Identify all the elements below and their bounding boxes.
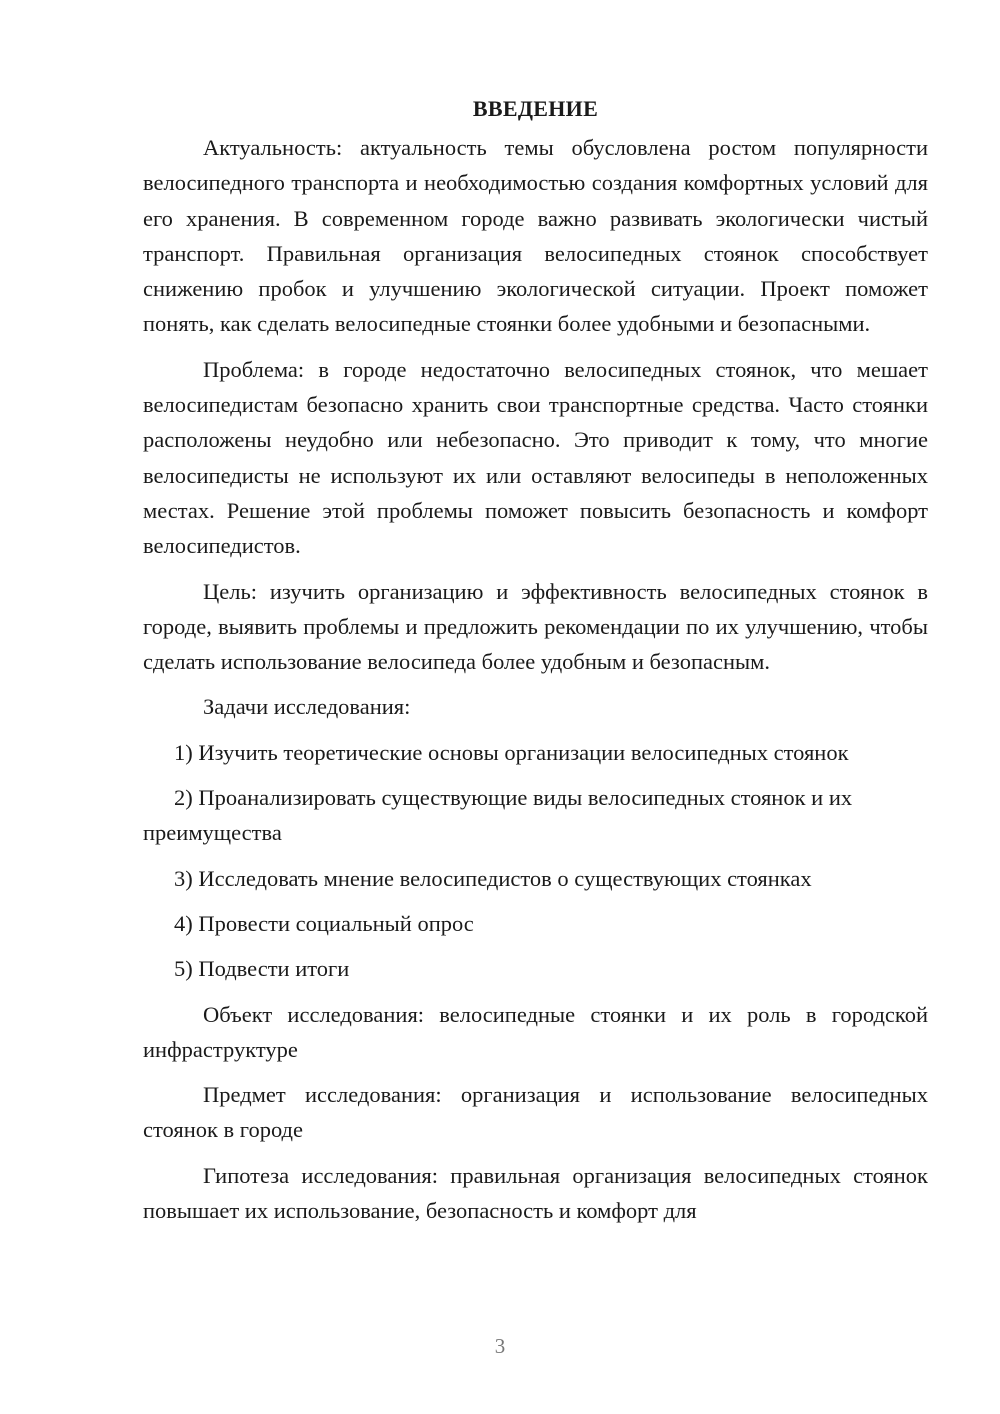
page-number: 3: [494, 1334, 506, 1358]
list-item: 5) Подвести итоги: [174, 956, 350, 982]
paragraph-object: Объект исследования: велосипедные стоянки и их роль в городской инфраструктуре: [143, 1001, 928, 1062]
tasks-heading: Задачи исследования:: [203, 694, 411, 720]
list-item: 4) Провести социальный опрос: [174, 910, 474, 936]
paragraph-relevance: Актуальность: актуальность темы обусловлена ростом популярности велосипедного транспорта и необходимостью создания комфортных условий для его хранения. В современном городе важно развивать экологически чистый транспорт. Правильная организация велосипедных стоянок способствует снижению пробок и улучшению экологической ситуации. Проект поможет понять, как сделать велосипедные стоянки более удобными и безопасными.: [143, 135, 928, 337]
paragraph-hypothesis: Гипотеза исследования: правильная организация велосипедных стоянок повышает их использование, безопасность и комфорт для: [143, 1162, 928, 1224]
list-item: 3) Исследовать мнение велосипедистов о существующих стоянках: [174, 865, 812, 891]
paragraph-goal: Цель: изучить организацию и эффективность велосипедных стоянок в городе, выявить проблемы и предложить рекомендации по их улучшению, чтобы сделать использование велосипеда более удобным и безопасным.: [143, 578, 928, 675]
list-item: 2) Проанализировать существующие виды велосипедных стоянок и их преимущества: [143, 785, 853, 846]
paragraph-subject: Предмет исследования: организация и использование велосипедных стоянок в городе: [143, 1082, 928, 1143]
tasks-list: [143, 735, 928, 987]
list-item: 1) Изучить теоретические основы организации велосипедных стоянок: [174, 739, 849, 765]
paragraph-problem: Проблема: в городе недостаточно велосипедных стоянок, что мешает велосипедистам безопасно хранить свои транспортные средства. Часто стоянки расположены неудобно или небезопасно. Это приводит к тому, что многие велосипедисты не используют их или оставляют велосипеды в неположенных местах. Решение этой проблемы поможет повысить безопасность и комфорт велосипедистов.: [143, 356, 928, 559]
page-title: ВВЕДЕНИЕ: [472, 96, 599, 121]
page-content: [143, 90, 928, 1228]
